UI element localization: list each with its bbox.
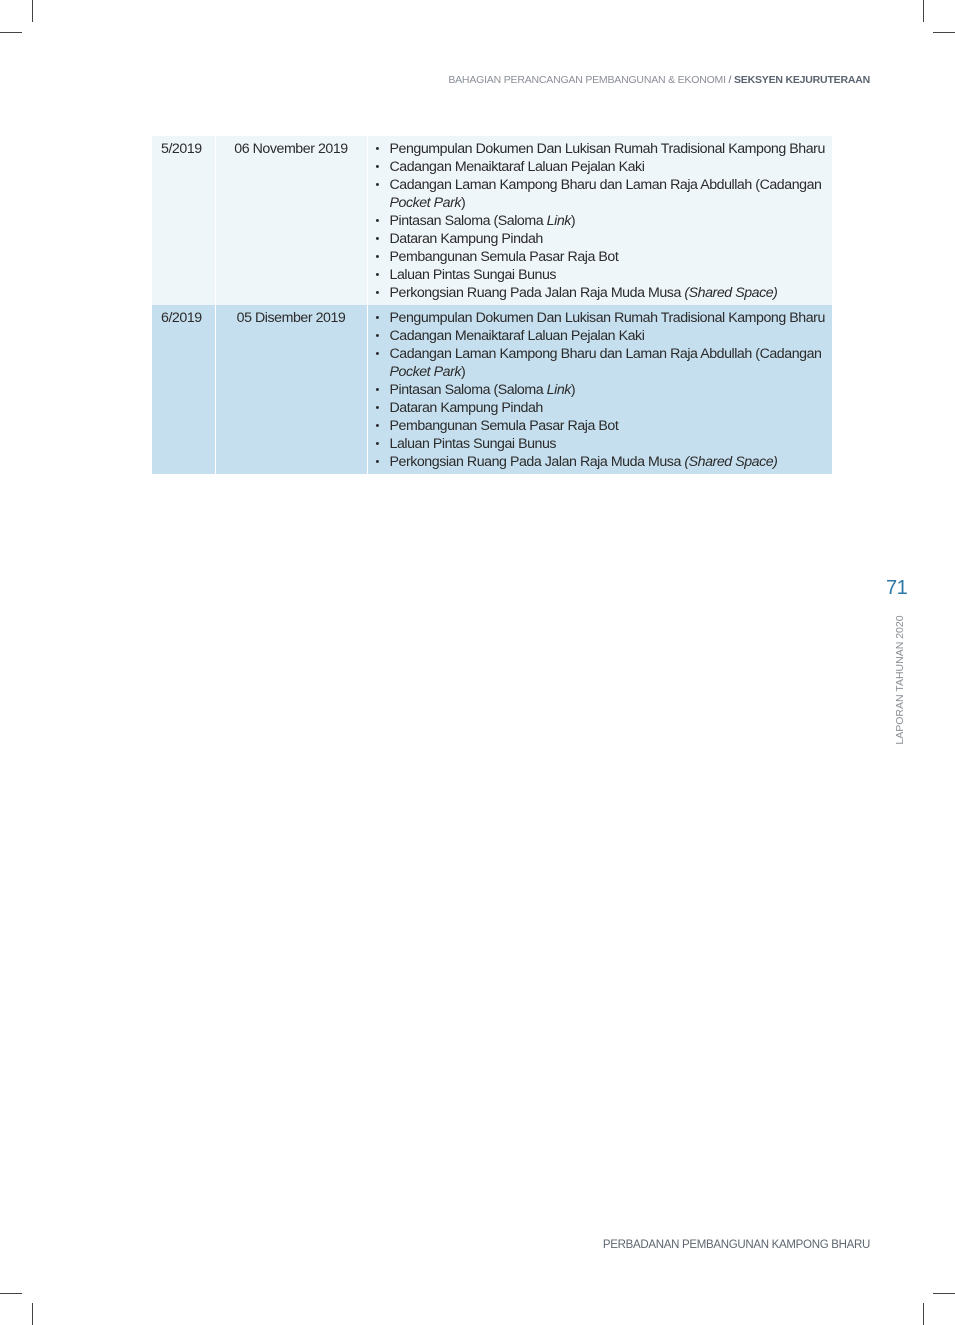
meeting-number: 5/2019 (152, 136, 215, 305)
agenda-item-text: Cadangan Menaiktaraf Laluan Pejalan Kaki (389, 159, 645, 175)
agenda-item-emphasis: Pocket Park (389, 364, 462, 380)
agenda-item-text: Pembangunan Semula Pasar Raja Bot (389, 418, 619, 434)
agenda-item-text: Cadangan Menaiktaraf Laluan Pejalan Kaki (389, 328, 645, 344)
agenda-item-text: Perkongsian Ruang Pada Jalan Raja Muda Musa (389, 454, 685, 470)
footer: PERBADANAN PEMBANGUNAN KAMPONG BHARU (602, 1239, 870, 1251)
list-item (376, 158, 827, 176)
agenda-item-text: Pembangunan Semula Pasar Raja Bot (389, 249, 619, 265)
list-item (376, 453, 827, 471)
list-item (376, 140, 827, 158)
list-item (376, 435, 827, 453)
crop-mark (0, 1293, 22, 1294)
header-separator: / (725, 74, 734, 86)
crop-mark (32, 0, 33, 22)
list-item (376, 266, 827, 284)
agenda-item-emphasis: Link (546, 213, 571, 229)
agenda-item-text: Dataran Kampung Pindah (389, 231, 543, 247)
agenda-item-emphasis: (Shared Space) (684, 285, 778, 301)
agenda-item-text: Pintasan Saloma (Saloma (389, 213, 547, 229)
list-item (376, 176, 827, 212)
list-item (376, 248, 827, 266)
crop-mark (32, 1303, 33, 1325)
agenda-item-suffix: ) (570, 213, 576, 229)
meeting-number: 6/2019 (152, 305, 215, 474)
table-row (152, 305, 832, 474)
agenda-item-text: Cadangan Laman Kampong Bharu dan Laman Raja Abdullah (Cadangan (389, 346, 822, 362)
agenda-list (376, 140, 827, 302)
list-item (376, 399, 827, 417)
crop-mark (933, 1293, 955, 1294)
meeting-date: 06 November 2019 (215, 136, 367, 305)
agenda-item-emphasis: Pocket Park (389, 195, 462, 211)
meeting-date: 05 Disember 2019 (215, 305, 367, 474)
agenda-item-emphasis: (Shared Space) (684, 454, 778, 470)
agenda-item-text: Pintasan Saloma (Saloma (389, 382, 547, 398)
agenda-item-suffix: ) (461, 364, 466, 380)
agenda-list (376, 309, 827, 471)
agenda-cell (367, 136, 832, 305)
agenda-item-text: Dataran Kampung Pindah (389, 400, 543, 416)
table-row (152, 136, 832, 305)
agenda-item-suffix: ) (461, 195, 466, 211)
list-item (376, 327, 827, 345)
agenda-cell (367, 305, 832, 474)
header-section: SEKSYEN KEJURUTERAAN (733, 74, 870, 86)
list-item (376, 417, 827, 435)
agenda-item-text: Laluan Pintas Sungai Bunus (389, 267, 557, 283)
side-label: LAPORAN TAHUNAN 2020 (894, 615, 906, 745)
agenda-item-suffix: ) (570, 382, 576, 398)
agenda-item-text: Pengumpulan Dokumen Dan Lukisan Rumah Tradisional Kampong Bharu (389, 141, 825, 157)
header-department: BAHAGIAN PERANCANGAN PEMBANGUNAN & EKONOMI (448, 74, 726, 86)
crop-mark (933, 32, 955, 33)
agenda-item-emphasis: Link (546, 382, 571, 398)
crop-mark (0, 32, 22, 33)
list-item (376, 345, 827, 381)
crop-mark (923, 0, 924, 22)
agenda-item-text: Pengumpulan Dokumen Dan Lukisan Rumah Tradisional Kampong Bharu (389, 310, 825, 326)
meeting-table (152, 136, 832, 474)
list-item (376, 381, 827, 399)
running-header (448, 74, 870, 86)
agenda-item-text: Laluan Pintas Sungai Bunus (389, 436, 557, 452)
agenda-item-text: Cadangan Laman Kampong Bharu dan Laman Raja Abdullah (Cadangan (389, 177, 822, 193)
list-item (376, 284, 827, 302)
list-item (376, 309, 827, 327)
page-number: 71 (886, 577, 908, 599)
list-item (376, 212, 827, 230)
agenda-item-text: Perkongsian Ruang Pada Jalan Raja Muda Musa (389, 285, 685, 301)
crop-mark (923, 1303, 924, 1325)
list-item (376, 230, 827, 248)
